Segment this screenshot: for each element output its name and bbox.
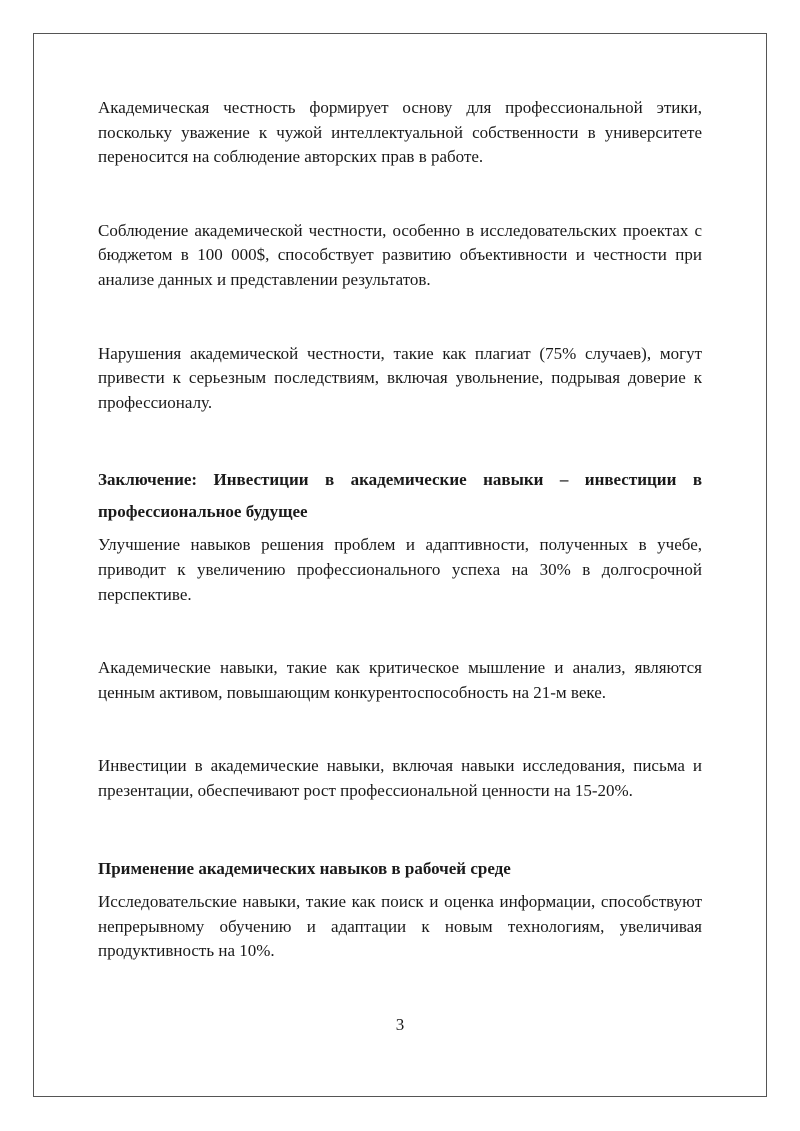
paragraph-problem-solving: Улучшение навыков решения проблем и адаптивности, полученных в учебе, приводит к увеличению профессионального успеха на 30% в долгосрочной перспективе. xyxy=(98,535,702,604)
paragraph-academic-honesty-ethics: Академическая честность формирует основу для профессиональной этики, поскольку уважение к чужой интеллектуальной собственности в университете переносится на соблюдение авторских прав в работе. xyxy=(98,98,702,167)
paragraph-honesty-violations: Нарушения академической честности, такие как плагиат (75% случаев), могут привести к серьезным последствиям, включая увольнение, подрывая доверие к профессионалу. xyxy=(98,343,702,412)
heading-application: Применение академических навыков в рабочей среде xyxy=(98,858,511,878)
paragraph-research-skills: Исследовательские навыки, такие как поиск и оценка информации, способствуют непрерывному обучению и адаптации к новым технологиям, увеличивая продуктивность на 10%. xyxy=(98,892,702,961)
paragraph-academic-skills-value: Академические навыки, такие как критическое мышление и анализ, являются ценным активом, повышающим конкурентоспособность на 21-м веке. xyxy=(98,658,702,702)
paragraph-skills-investment: Инвестиции в академические навыки, включая навыки исследования, письма и презентации, обеспечивают рост профессиональной ценности на 15-20%. xyxy=(98,756,702,800)
paragraph-academic-honesty-research: Соблюдение академической честности, особенно в исследовательских проектах с бюджетом в 100 000$, способствует развитию объективности и честности при анализе данных и представлении результатов. xyxy=(98,220,702,289)
document-body xyxy=(98,96,702,964)
page-number: 3 xyxy=(395,1015,405,1034)
heading-conclusion: Заключение: Инвестиции в академические навыки – инвестиции в профессиональное будущее xyxy=(98,470,702,521)
